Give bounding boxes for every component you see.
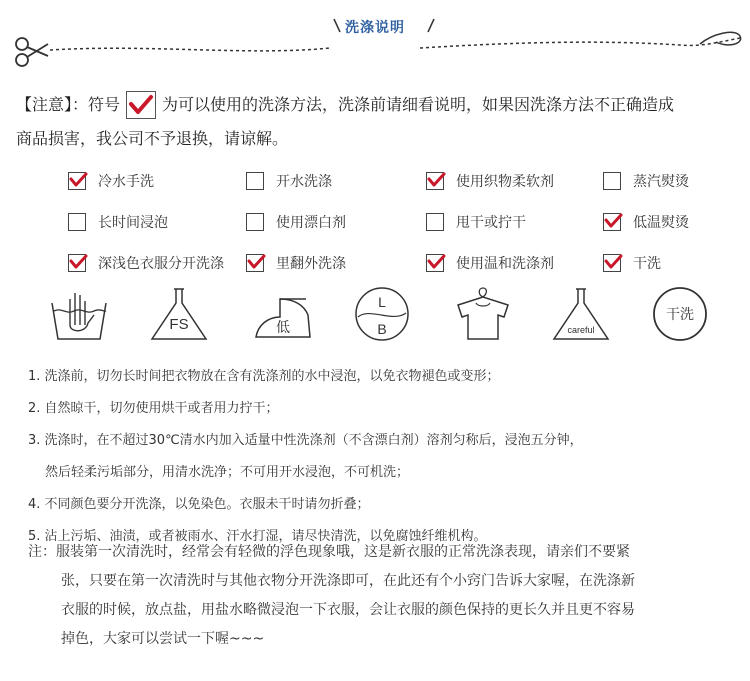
option-item[interactable] [68,165,154,197]
checked-checkbox-icon[interactable] [426,172,444,190]
option-label: 里翻外洗涤 [276,256,346,272]
empty-checkbox-icon[interactable] [68,213,86,231]
checked-checkbox-icon[interactable] [426,254,444,272]
option-item[interactable] [426,206,526,238]
option-item[interactable] [68,206,168,238]
care-icons-row [0,285,750,345]
instruction-item: 1. 洗涤前，切勿长时间把衣物放在含有洗涤剂的水中浸泡，以免衣物褪色或变形； [28,369,500,384]
option-label: 开水洗涤 [276,174,332,190]
options-row [68,206,748,247]
note-line: 张，只要在第一次清洗时与其他衣物分开洗涤即可，在此还有个小窍门告诉大家喔，在洗涤新 [61,573,635,589]
wash-options-grid [68,165,748,288]
instruction-list [28,361,738,553]
option-item[interactable] [246,206,346,238]
option-label: 深浅色衣服分开洗涤 [98,256,224,272]
empty-checkbox-icon[interactable] [246,172,264,190]
option-label: 干洗 [633,256,661,272]
checked-checkbox-icon[interactable] [603,254,621,272]
instruction-item: 4. 不同颜色要分开洗涤，以免染色。衣服未干时请勿折叠； [28,497,370,512]
option-item[interactable] [246,247,346,279]
iron-low-label: 低 [276,320,290,336]
note-paragraph [28,538,738,654]
option-item[interactable] [68,247,224,279]
checked-checkbox-icon[interactable] [68,254,86,272]
flask-fs-icon [148,285,210,343]
options-row [68,247,748,288]
option-label: 使用织物柔软剂 [456,174,554,190]
notice-line2: 商品损害，我公司不予退换，请谅解。 [16,129,289,148]
section-title: 洗涤说明 [345,20,405,36]
instruction-item: 2. 自然晾干，切勿使用烘干或者用力拧干； [28,401,279,416]
option-item[interactable] [426,247,554,279]
notice-prefix: 【注意】：符号 [16,95,121,114]
option-item[interactable] [426,165,554,197]
section-header [0,0,750,70]
note-line: 注：服装第一次清洗时，经常会有轻微的浮色现象哦，这是新衣服的正常洗涤表现，请亲们不要紧 [28,544,630,560]
b-label: B [377,321,387,337]
checked-checkbox-icon[interactable] [603,213,621,231]
option-item[interactable] [603,247,661,279]
option-label: 冷水手洗 [98,174,154,190]
careful-flask-icon [550,285,612,343]
dry-clean-icon [650,285,710,343]
dashed-cut-line [50,38,740,51]
hanger-shirt-icon [452,285,514,343]
hand-wash-icon [48,285,110,343]
instruction-item: 5. 沾上污垢、油渍，或者被雨水、汗水打湿，请尽快清洗，以免腐蚀纤维机构。 [28,529,487,544]
iron-low-icon [250,285,314,343]
empty-checkbox-icon[interactable] [603,172,621,190]
options-row [68,165,748,206]
option-label: 低温熨烫 [633,215,689,231]
checked-checkbox-icon[interactable] [68,172,86,190]
l-label: L [378,294,386,310]
careful-label: careful [567,325,595,335]
dry-clean-label: 干洗 [666,307,694,323]
empty-checkbox-icon[interactable] [426,213,444,231]
checked-checkbox-icon[interactable] [246,254,264,272]
scissors-icon [16,38,48,66]
lb-circle-icon [353,285,411,343]
instruction-item-continued: 然后轻柔污垢部分，用清水洗净；不可用开水浸泡，不可机洗； [45,465,410,480]
option-item[interactable] [603,165,689,197]
option-label: 长时间浸泡 [98,215,168,231]
option-label: 甩干或拧干 [456,215,526,231]
empty-checkbox-icon[interactable] [246,213,264,231]
option-item[interactable] [603,206,689,238]
notice-paragraph [16,88,741,156]
notice-suffix: 为可以使用的洗涤方法，洗涤前请细看说明，如果因洗涤方法不正确造成 [162,95,675,114]
option-label: 蒸汽熨烫 [633,174,689,190]
option-item[interactable] [246,165,332,197]
instruction-item: 3. 洗涤时，在不超过30℃清水内加入适量中性洗涤剂（不含漂白剂）溶剂匀称后，浸泡五分钟， [28,433,583,448]
note-line: 衣服的时候，放点盐，用盐水略微浸泡一下衣服，会让衣服的颜色保持的更长久并且更不容易 [61,602,635,618]
option-label: 使用漂白剂 [276,215,346,231]
fs-label: FS [169,316,189,333]
note-line: 掉色，大家可以尝试一下喔~~~ [61,631,265,647]
option-label: 使用温和洗涤剂 [456,256,554,272]
check-symbol-icon [126,91,156,119]
